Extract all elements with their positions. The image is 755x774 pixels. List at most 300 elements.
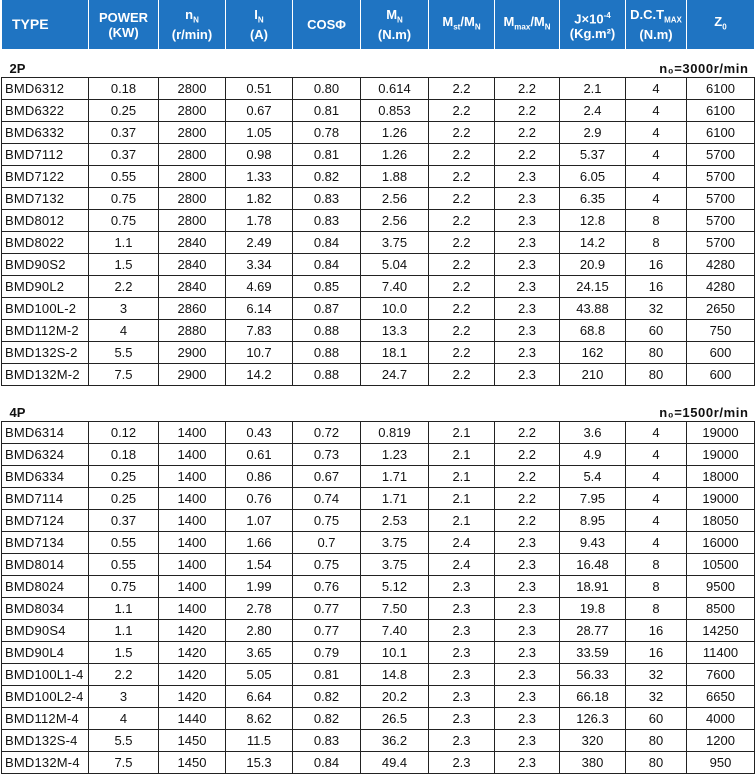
- cell-power: 1.1: [89, 598, 159, 620]
- cell-rated-speed: 2800: [159, 144, 226, 166]
- cell-max-torque-ratio: 2.3: [495, 554, 560, 576]
- table-row: [2, 532, 755, 554]
- cell-max-torque-ratio: 2.3: [495, 532, 560, 554]
- cell-current: 2.49: [226, 232, 293, 254]
- cell-current: 1.05: [226, 122, 293, 144]
- header-inertia: $J\times 10^{-4}$ (Kg.m²): [560, 0, 626, 51]
- table-row: [2, 276, 755, 298]
- cell-starting-torque-ratio: 2.1: [429, 466, 495, 488]
- table-row: [2, 752, 755, 774]
- cell-rated-torque: 24.7: [361, 364, 429, 386]
- cell-rated-speed: 2840: [159, 254, 226, 276]
- cell-inertia: 3.6: [560, 422, 626, 444]
- table-row: [2, 364, 755, 386]
- header-type: TYPE: [2, 0, 89, 51]
- cell-type: BMD8014: [2, 554, 89, 576]
- cell-power: 0.75: [89, 576, 159, 598]
- table-row: [2, 320, 755, 342]
- header-rated-speed: $n_N$ (r/min): [159, 0, 226, 51]
- cell-rated-torque: 1.88: [361, 166, 429, 188]
- cell-inertia: 66.18: [560, 686, 626, 708]
- cell-rated-torque: 10.1: [361, 642, 429, 664]
- cell-inertia: 2.9: [560, 122, 626, 144]
- cell-rated-torque: 3.75: [361, 554, 429, 576]
- section-speed: n₀=3000r/min: [659, 61, 749, 76]
- table-row: [2, 708, 755, 730]
- cell-z0: 19000: [687, 422, 755, 444]
- cell-z0: 5700: [687, 166, 755, 188]
- cell-power: 0.37: [89, 510, 159, 532]
- cell-max-torque-ratio: 2.3: [495, 232, 560, 254]
- cell-dct: 4: [626, 488, 687, 510]
- cell-starting-torque-ratio: 2.2: [429, 78, 495, 100]
- cell-current: 1.82: [226, 188, 293, 210]
- table-row: [2, 122, 755, 144]
- table-row: [2, 686, 755, 708]
- cell-dct: 80: [626, 752, 687, 774]
- cell-z0: 600: [687, 342, 755, 364]
- cell-rated-torque: 7.50: [361, 598, 429, 620]
- cell-rated-torque: 5.04: [361, 254, 429, 276]
- cell-cos-phi: 0.67: [293, 466, 361, 488]
- header-dct: $D.C.T_{MAX}$ (N.m): [626, 0, 687, 51]
- cell-inertia: 16.48: [560, 554, 626, 576]
- cell-inertia: 380: [560, 752, 626, 774]
- cell-rated-torque: 3.75: [361, 232, 429, 254]
- cell-cos-phi: 0.74: [293, 488, 361, 510]
- cell-rated-speed: 2840: [159, 276, 226, 298]
- cell-power: 0.25: [89, 466, 159, 488]
- cell-dct: 16: [626, 620, 687, 642]
- cell-max-torque-ratio: 2.3: [495, 598, 560, 620]
- cell-z0: 11400: [687, 642, 755, 664]
- cell-starting-torque-ratio: 2.2: [429, 254, 495, 276]
- cell-z0: 6100: [687, 100, 755, 122]
- cell-type: BMD6312: [2, 78, 89, 100]
- cell-dct: 32: [626, 298, 687, 320]
- cell-current: 1.54: [226, 554, 293, 576]
- cell-rated-speed: 2880: [159, 320, 226, 342]
- cell-dct: 4: [626, 144, 687, 166]
- cell-type: BMD7112: [2, 144, 89, 166]
- cell-z0: 7600: [687, 664, 755, 686]
- cell-current: 10.7: [226, 342, 293, 364]
- cell-z0: 1200: [687, 730, 755, 752]
- cell-cos-phi: 0.82: [293, 166, 361, 188]
- table-row: [2, 444, 755, 466]
- cell-cos-phi: 0.7: [293, 532, 361, 554]
- cell-starting-torque-ratio: 2.3: [429, 598, 495, 620]
- cell-power: 1.5: [89, 254, 159, 276]
- cell-type: BMD90S4: [2, 620, 89, 642]
- cell-power: 7.5: [89, 752, 159, 774]
- cell-type: BMD7124: [2, 510, 89, 532]
- cell-starting-torque-ratio: 2.2: [429, 188, 495, 210]
- cell-starting-torque-ratio: 2.3: [429, 686, 495, 708]
- cell-current: 1.66: [226, 532, 293, 554]
- cell-cos-phi: 0.88: [293, 364, 361, 386]
- cell-type: BMD90L2: [2, 276, 89, 298]
- cell-dct: 32: [626, 686, 687, 708]
- cell-inertia: 6.35: [560, 188, 626, 210]
- cell-current: 0.61: [226, 444, 293, 466]
- cell-cos-phi: 0.84: [293, 254, 361, 276]
- cell-inertia: 7.95: [560, 488, 626, 510]
- cell-type: BMD90S2: [2, 254, 89, 276]
- table-row: [2, 466, 755, 488]
- cell-rated-speed: 1440: [159, 708, 226, 730]
- cell-inertia: 12.8: [560, 210, 626, 232]
- cell-rated-torque: 2.56: [361, 210, 429, 232]
- cell-cos-phi: 0.73: [293, 444, 361, 466]
- cell-starting-torque-ratio: 2.3: [429, 664, 495, 686]
- table-row: [2, 730, 755, 752]
- cell-rated-speed: 2800: [159, 210, 226, 232]
- cell-cos-phi: 0.83: [293, 210, 361, 232]
- cell-dct: 8: [626, 598, 687, 620]
- cell-dct: 60: [626, 708, 687, 730]
- cell-inertia: 33.59: [560, 642, 626, 664]
- cell-z0: 4280: [687, 276, 755, 298]
- cell-rated-speed: 1400: [159, 488, 226, 510]
- cell-power: 4: [89, 708, 159, 730]
- cell-power: 1.1: [89, 232, 159, 254]
- cell-inertia: 210: [560, 364, 626, 386]
- cell-rated-torque: 49.4: [361, 752, 429, 774]
- cell-rated-speed: 1400: [159, 444, 226, 466]
- cell-dct: 4: [626, 78, 687, 100]
- table-header: [2, 0, 755, 51]
- cell-starting-torque-ratio: 2.3: [429, 576, 495, 598]
- cell-current: 0.98: [226, 144, 293, 166]
- cell-inertia: 28.77: [560, 620, 626, 642]
- cell-power: 1.5: [89, 642, 159, 664]
- cell-power: 7.5: [89, 364, 159, 386]
- cell-z0: 6650: [687, 686, 755, 708]
- table-row: [2, 422, 755, 444]
- cell-cos-phi: 0.84: [293, 752, 361, 774]
- cell-inertia: 6.05: [560, 166, 626, 188]
- table-row: [2, 232, 755, 254]
- cell-max-torque-ratio: 2.2: [495, 444, 560, 466]
- cell-power: 0.55: [89, 166, 159, 188]
- cell-dct: 4: [626, 444, 687, 466]
- cell-z0: 5700: [687, 232, 755, 254]
- cell-rated-speed: 1400: [159, 576, 226, 598]
- cell-dct: 4: [626, 166, 687, 188]
- cell-starting-torque-ratio: 2.2: [429, 100, 495, 122]
- cell-cos-phi: 0.83: [293, 730, 361, 752]
- cell-rated-torque: 1.26: [361, 144, 429, 166]
- cell-cos-phi: 0.87: [293, 298, 361, 320]
- cell-dct: 16: [626, 276, 687, 298]
- cell-z0: 10500: [687, 554, 755, 576]
- cell-rated-torque: 0.614: [361, 78, 429, 100]
- cell-power: 0.75: [89, 188, 159, 210]
- cell-rated-speed: 1400: [159, 554, 226, 576]
- cell-inertia: 2.1: [560, 78, 626, 100]
- cell-power: 0.37: [89, 122, 159, 144]
- cell-current: 0.43: [226, 422, 293, 444]
- cell-starting-torque-ratio: 2.1: [429, 510, 495, 532]
- cell-z0: 2650: [687, 298, 755, 320]
- table-row: [2, 78, 755, 100]
- cell-cos-phi: 0.78: [293, 122, 361, 144]
- cell-inertia: 68.8: [560, 320, 626, 342]
- cell-type: BMD7132: [2, 188, 89, 210]
- cell-cos-phi: 0.76: [293, 576, 361, 598]
- table-row: [2, 576, 755, 598]
- cell-current: 4.69: [226, 276, 293, 298]
- cell-current: 11.5: [226, 730, 293, 752]
- cell-max-torque-ratio: 2.2: [495, 510, 560, 532]
- header-power: POWER (KW): [89, 0, 159, 51]
- cell-starting-torque-ratio: 2.3: [429, 730, 495, 752]
- cell-inertia: 20.9: [560, 254, 626, 276]
- cell-current: 0.86: [226, 466, 293, 488]
- cell-type: BMD6334: [2, 466, 89, 488]
- cell-max-torque-ratio: 2.2: [495, 488, 560, 510]
- cell-rated-torque: 26.5: [361, 708, 429, 730]
- cell-rated-torque: 1.71: [361, 488, 429, 510]
- cell-cos-phi: 0.77: [293, 598, 361, 620]
- cell-rated-speed: 1450: [159, 730, 226, 752]
- cell-z0: 600: [687, 364, 755, 386]
- cell-starting-torque-ratio: 2.2: [429, 320, 495, 342]
- cell-current: 3.34: [226, 254, 293, 276]
- cell-current: 5.05: [226, 664, 293, 686]
- cell-cos-phi: 0.88: [293, 342, 361, 364]
- cell-current: 14.2: [226, 364, 293, 386]
- cell-max-torque-ratio: 2.2: [495, 144, 560, 166]
- cell-cos-phi: 0.85: [293, 276, 361, 298]
- cell-rated-torque: 7.40: [361, 276, 429, 298]
- cell-inertia: 4.9: [560, 444, 626, 466]
- cell-starting-torque-ratio: 2.3: [429, 620, 495, 642]
- cell-max-torque-ratio: 2.3: [495, 752, 560, 774]
- cell-inertia: 19.8: [560, 598, 626, 620]
- cell-dct: 4: [626, 466, 687, 488]
- cell-power: 3: [89, 298, 159, 320]
- cell-starting-torque-ratio: 2.2: [429, 364, 495, 386]
- cell-dct: 4: [626, 100, 687, 122]
- cell-dct: 32: [626, 664, 687, 686]
- table-row: [2, 254, 755, 276]
- cell-power: 0.55: [89, 554, 159, 576]
- table-row: [2, 210, 755, 232]
- cell-rated-speed: 1400: [159, 422, 226, 444]
- cell-current: 0.76: [226, 488, 293, 510]
- cell-cos-phi: 0.77: [293, 620, 361, 642]
- cell-max-torque-ratio: 2.3: [495, 576, 560, 598]
- cell-max-torque-ratio: 2.3: [495, 166, 560, 188]
- cell-current: 6.64: [226, 686, 293, 708]
- cell-max-torque-ratio: 2.3: [495, 276, 560, 298]
- cell-max-torque-ratio: 2.3: [495, 254, 560, 276]
- cell-dct: 8: [626, 554, 687, 576]
- table-row: [2, 664, 755, 686]
- cell-power: 0.25: [89, 100, 159, 122]
- cell-power: 2.2: [89, 276, 159, 298]
- cell-current: 1.99: [226, 576, 293, 598]
- cell-max-torque-ratio: 2.2: [495, 122, 560, 144]
- cell-inertia: 162: [560, 342, 626, 364]
- cell-cos-phi: 0.75: [293, 510, 361, 532]
- cell-z0: 19000: [687, 444, 755, 466]
- cell-dct: 16: [626, 642, 687, 664]
- cell-z0: 4280: [687, 254, 755, 276]
- cell-z0: 9500: [687, 576, 755, 598]
- cell-rated-torque: 14.8: [361, 664, 429, 686]
- cell-current: 7.83: [226, 320, 293, 342]
- cell-power: 1.1: [89, 620, 159, 642]
- header-current: $I_N$ (A): [226, 0, 293, 51]
- table-row: [2, 510, 755, 532]
- cell-rated-torque: 36.2: [361, 730, 429, 752]
- cell-inertia: 126.3: [560, 708, 626, 730]
- cell-rated-torque: 1.26: [361, 122, 429, 144]
- cell-rated-speed: 2800: [159, 166, 226, 188]
- cell-type: BMD7122: [2, 166, 89, 188]
- cell-dct: 4: [626, 188, 687, 210]
- cell-cos-phi: 0.80: [293, 78, 361, 100]
- table-row: [2, 488, 755, 510]
- cell-rated-speed: 1420: [159, 664, 226, 686]
- cell-inertia: 5.37: [560, 144, 626, 166]
- cell-dct: 80: [626, 730, 687, 752]
- motor-spec-table: [1, 0, 755, 774]
- cell-type: BMD112M-4: [2, 708, 89, 730]
- cell-type: BMD6332: [2, 122, 89, 144]
- cell-current: 1.78: [226, 210, 293, 232]
- cell-max-torque-ratio: 2.3: [495, 364, 560, 386]
- cell-current: 2.80: [226, 620, 293, 642]
- cell-current: 3.65: [226, 642, 293, 664]
- cell-inertia: 320: [560, 730, 626, 752]
- cell-power: 5.5: [89, 342, 159, 364]
- cell-rated-speed: 1420: [159, 686, 226, 708]
- cell-starting-torque-ratio: 2.1: [429, 422, 495, 444]
- cell-starting-torque-ratio: 2.2: [429, 210, 495, 232]
- cell-z0: 950: [687, 752, 755, 774]
- cell-rated-speed: 1420: [159, 642, 226, 664]
- cell-rated-speed: 1420: [159, 620, 226, 642]
- cell-inertia: 56.33: [560, 664, 626, 686]
- cell-z0: 8500: [687, 598, 755, 620]
- cell-starting-torque-ratio: 2.4: [429, 554, 495, 576]
- cell-type: BMD90L4: [2, 642, 89, 664]
- cell-rated-speed: 2900: [159, 342, 226, 364]
- cell-current: 0.67: [226, 100, 293, 122]
- cell-dct: 80: [626, 364, 687, 386]
- section-label: 4P: [9, 405, 26, 420]
- cell-z0: 18050: [687, 510, 755, 532]
- cell-type: BMD132S-4: [2, 730, 89, 752]
- cell-z0: 18000: [687, 466, 755, 488]
- cell-dct: 80: [626, 342, 687, 364]
- cell-max-torque-ratio: 2.3: [495, 686, 560, 708]
- cell-dct: 8: [626, 210, 687, 232]
- cell-z0: 16000: [687, 532, 755, 554]
- cell-inertia: 2.4: [560, 100, 626, 122]
- cell-max-torque-ratio: 2.2: [495, 100, 560, 122]
- header-rated-torque: $M_N$ (N.m): [361, 0, 429, 51]
- cell-cos-phi: 0.79: [293, 642, 361, 664]
- cell-type: BMD132M-2: [2, 364, 89, 386]
- cell-cos-phi: 0.82: [293, 708, 361, 730]
- cell-rated-speed: 2800: [159, 100, 226, 122]
- cell-dct: 8: [626, 232, 687, 254]
- cell-power: 5.5: [89, 730, 159, 752]
- cell-rated-torque: 20.2: [361, 686, 429, 708]
- cell-cos-phi: 0.84: [293, 232, 361, 254]
- cell-cos-phi: 0.81: [293, 100, 361, 122]
- cell-current: 15.3: [226, 752, 293, 774]
- table-row: [2, 100, 755, 122]
- cell-rated-torque: 2.56: [361, 188, 429, 210]
- cell-rated-torque: 2.53: [361, 510, 429, 532]
- cell-dct: 4: [626, 122, 687, 144]
- cell-z0: 6100: [687, 122, 755, 144]
- cell-max-torque-ratio: 2.2: [495, 466, 560, 488]
- cell-dct: 8: [626, 576, 687, 598]
- section-label: 2P: [9, 61, 26, 76]
- cell-rated-torque: 7.40: [361, 620, 429, 642]
- section-header: [2, 51, 755, 78]
- table-row: [2, 188, 755, 210]
- cell-rated-torque: 10.0: [361, 298, 429, 320]
- cell-type: BMD100L-2: [2, 298, 89, 320]
- cell-max-torque-ratio: 2.3: [495, 188, 560, 210]
- cell-dct: 16: [626, 254, 687, 276]
- cell-rated-torque: 13.3: [361, 320, 429, 342]
- cell-z0: 5700: [687, 210, 755, 232]
- cell-cos-phi: 0.81: [293, 664, 361, 686]
- cell-starting-torque-ratio: 2.2: [429, 166, 495, 188]
- header-starting-torque-ratio: $M_{st}/M_N$: [429, 0, 495, 51]
- cell-max-torque-ratio: 2.3: [495, 708, 560, 730]
- cell-dct: 4: [626, 422, 687, 444]
- cell-max-torque-ratio: 2.3: [495, 730, 560, 752]
- cell-power: 0.55: [89, 532, 159, 554]
- cell-power: 0.12: [89, 422, 159, 444]
- cell-cos-phi: 0.83: [293, 188, 361, 210]
- cell-starting-torque-ratio: 2.4: [429, 532, 495, 554]
- cell-starting-torque-ratio: 2.3: [429, 708, 495, 730]
- cell-current: 6.14: [226, 298, 293, 320]
- cell-rated-speed: 2800: [159, 78, 226, 100]
- cell-rated-torque: 3.75: [361, 532, 429, 554]
- cell-power: 3: [89, 686, 159, 708]
- cell-max-torque-ratio: 2.3: [495, 298, 560, 320]
- cell-starting-torque-ratio: 2.3: [429, 752, 495, 774]
- table-row: [2, 166, 755, 188]
- cell-z0: 4000: [687, 708, 755, 730]
- cell-rated-torque: 1.71: [361, 466, 429, 488]
- cell-power: 4: [89, 320, 159, 342]
- cell-rated-torque: 5.12: [361, 576, 429, 598]
- cell-max-torque-ratio: 2.3: [495, 210, 560, 232]
- cell-type: BMD8022: [2, 232, 89, 254]
- cell-dct: 60: [626, 320, 687, 342]
- cell-z0: 5700: [687, 144, 755, 166]
- cell-dct: 4: [626, 510, 687, 532]
- table-row: [2, 342, 755, 364]
- cell-type: BMD6314: [2, 422, 89, 444]
- cell-starting-torque-ratio: 2.2: [429, 232, 495, 254]
- cell-type: BMD6324: [2, 444, 89, 466]
- cell-z0: 5700: [687, 188, 755, 210]
